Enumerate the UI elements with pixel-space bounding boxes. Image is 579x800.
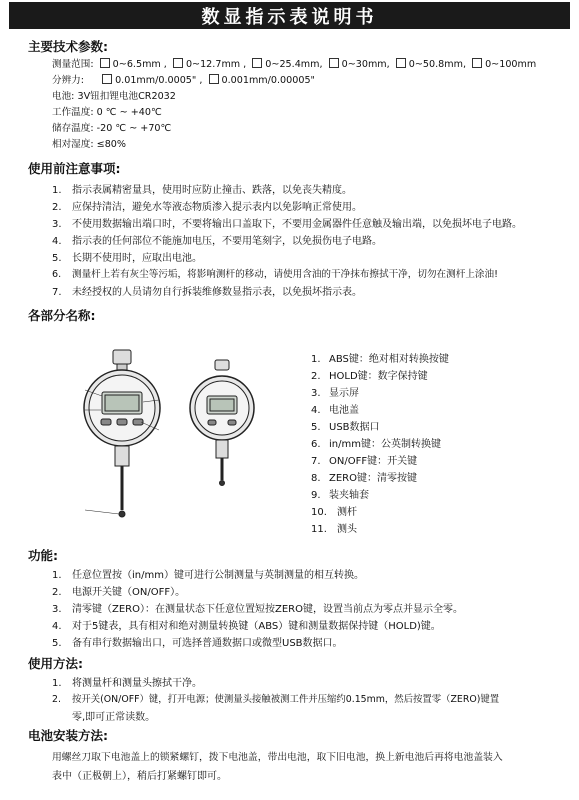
resolution-option: 0.01mm/0.0005" , — [115, 75, 203, 86]
range-option: 0~6.5mm , — [112, 59, 167, 70]
checkbox-range-2[interactable] — [173, 58, 183, 68]
list-item: 4. 指示表的任何部位不能施加电压，不要用笔刻字，以免损伤电子电路。 — [52, 236, 382, 247]
list-item: 5. 长期不使用时，应取出电池。 — [52, 253, 202, 264]
list-item: 4. 对于5键表，具有相对和绝对测量转换键（ABS）键和测量数据保持键（HOLD)键。 — [52, 621, 441, 632]
work-temp-spec: 工作温度: 0 ℃ ~ +40℃ — [52, 107, 162, 118]
indicator-diagram — [65, 330, 305, 545]
resolution-label: 分辨力: — [52, 75, 85, 86]
list-item: 1. ABS键：绝对相对转换按键 — [311, 354, 449, 365]
list-item: 10. 测杆 — [311, 507, 357, 518]
list-item: 4. 电池盖 — [311, 405, 359, 416]
document-title: 数显指示表说明书 — [9, 2, 570, 29]
checkbox-range-3[interactable] — [252, 58, 262, 68]
list-item: 6. 测量杆上若有灰尘等污垢，将影响测杆的移动，请使用含油的干净抹布擦拭干净，切勿在测杆上涂油! — [52, 269, 498, 280]
list-item-continuation: 零,即可正常读数。 — [72, 712, 156, 723]
range-option: 0~12.7mm , — [185, 59, 247, 70]
list-item: 3. 不使用数据输出端口时，不要将输出口盖取下，不要用金属器件任意触及输出端，以免损坏电子电路。 — [52, 219, 522, 230]
list-item: 5. USB数据口 — [311, 422, 380, 433]
range-label: 测量范围: — [52, 59, 94, 70]
list-item: 8. ZERO键：清零按键 — [311, 473, 417, 484]
checkbox-resolution-2[interactable] — [209, 74, 219, 84]
battery-install-line-2: 表中（正极朝上），稍后打紧螺钉即可。 — [52, 771, 227, 782]
list-item: 7. 未经授权的人员请勿自行拆装维修数显指示表，以免损坏指示表。 — [52, 287, 362, 298]
battery-spec: 电池: 3V钮扣锂电池CR2032 — [52, 91, 176, 102]
specs-heading: 主要技术参数: — [28, 39, 108, 54]
resolution-option: 0.001mm/0.00005" — [221, 75, 315, 86]
checkbox-range-4[interactable] — [329, 58, 339, 68]
checkbox-range-1[interactable] — [100, 58, 110, 68]
list-item: 2. 应保持清洁，避免水等液态物质渗入提示表内以免影响正常使用。 — [52, 202, 362, 213]
list-item: 3. 清零键（ZERO）：在测量状态下任意位置短按ZERO键，设置当前点为零点并显示全零。 — [52, 604, 463, 615]
list-item: 2. 电源开关键（ON/OFF）。 — [52, 587, 186, 598]
list-item: 1. 指示表属精密量具，使用时应防止撞击、跌落，以免丧失精度。 — [52, 185, 352, 196]
list-item: 5. 备有串行数据输出口，可选择普通数据口或微型USB数据口。 — [52, 638, 343, 649]
checkbox-range-6[interactable] — [472, 58, 482, 68]
resolution-row — [52, 72, 315, 86]
range-option: 0~30mm, — [341, 59, 390, 70]
list-item: 1. 将测量杆和测量头擦拭干净。 — [52, 678, 202, 689]
battery-install-line-1: 用螺丝刀取下电池盖上的锁紧螺钉，拨下电池盖，带出电池，取下旧电池，换上新电池后再将电池盖装入 — [52, 752, 503, 763]
list-item: 1. 任意位置按（in/mm）键可进行公制测量与英制测量的相互转换。 — [52, 570, 364, 581]
range-row — [52, 56, 536, 70]
usage-heading: 使用方法: — [28, 656, 83, 671]
parts-heading: 各部分名称: — [28, 308, 96, 323]
list-item: 2. HOLD键：数字保持键 — [311, 371, 428, 382]
functions-heading: 功能: — [28, 548, 58, 563]
storage-temp-spec: 储存温度: -20 ℃ ~ +70℃ — [52, 123, 172, 134]
list-item: 3. 显示屏 — [311, 388, 359, 399]
humidity-spec: 相对湿度: ≤80% — [52, 139, 127, 150]
checkbox-resolution-1[interactable] — [102, 74, 112, 84]
range-option: 0~50.8mm, — [408, 59, 467, 70]
precautions-heading: 使用前注意事项: — [28, 161, 121, 176]
checkbox-range-5[interactable] — [396, 58, 406, 68]
range-option: 0~25.4mm, — [265, 59, 323, 70]
list-item: 7. ON/OFF键：开关键 — [311, 456, 418, 467]
range-option: 0~100mm — [485, 59, 537, 70]
list-item: 6. in/mm键：公英制转换键 — [311, 439, 441, 450]
list-item: 9. 装夹轴套 — [311, 490, 369, 501]
list-item: 11. 测头 — [311, 524, 357, 535]
battery-install-heading: 电池安装方法: — [28, 728, 108, 743]
list-item: 2. 按开关(ON/OFF）键，打开电源；使测量头接触被测工件并压缩约0.15mm，然后按置零（ZERO)键置 — [52, 694, 500, 705]
